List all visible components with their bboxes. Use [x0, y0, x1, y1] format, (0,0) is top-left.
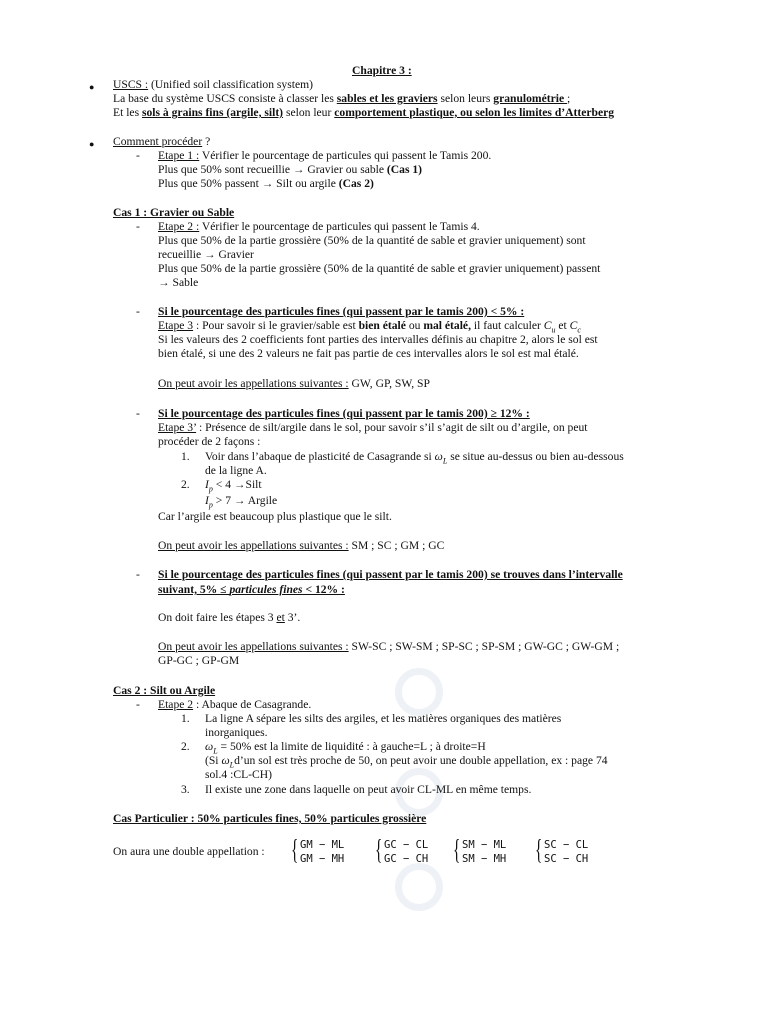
text: Comment procéder — [113, 135, 203, 148]
math-var: ω — [434, 450, 443, 463]
subcase3-title-line2 — [158, 583, 345, 597]
text-bold: bien étalé — [358, 319, 406, 332]
text-line: Il existe une zone dans laquelle on peut avoir CL-ML en même temps. — [205, 783, 532, 796]
list-number: 2. — [181, 478, 190, 491]
pair-bottom: SM − MH — [462, 853, 507, 865]
text: d’un sol est très proche de 50, on peut avoir une double appellation, ex : page 74 — [234, 754, 608, 767]
text-bold: sols à grains fins (argile, silt) — [141, 106, 284, 119]
math-sub: p — [208, 484, 213, 494]
text: Et les — [113, 106, 142, 119]
uscs-label: USCS : — [113, 78, 149, 91]
math-sub: c — [577, 325, 581, 335]
text-line: Si les valeurs des 2 coefficients font parties des intervalles définis au chapitre 2, alors le sol est — [158, 333, 598, 346]
uscs-desc: (Unified soil classification system) — [148, 78, 313, 91]
plus1-line — [158, 163, 422, 177]
math-sub: p — [208, 500, 213, 510]
dash: - — [136, 220, 140, 233]
math-var: C — [543, 319, 552, 332]
cas2-etape2 — [158, 698, 311, 712]
bullet-icon: ● — [89, 82, 95, 92]
text-bold: (Cas 1) — [386, 163, 423, 176]
cas1-title: Cas 1 : Gravier ou Sable — [113, 206, 235, 219]
text-line: Plus que 50% de la partie grossière (50% de la quantité de sable et gravier uniquement) sont — [158, 234, 586, 247]
list-number: 2. — [181, 740, 190, 753]
text: La base du système USCS consiste à classer les — [113, 92, 337, 105]
pair-top: GC − CL — [384, 839, 429, 851]
text: (Si — [205, 754, 222, 767]
brace: { — [375, 835, 383, 866]
text-line: Car l’argile est beaucoup plus plastique que le silt. — [158, 510, 392, 523]
dash: - — [136, 698, 140, 711]
text: 5% ≤ — [196, 583, 230, 596]
dash: - — [136, 568, 140, 581]
text-line: Plus que 50% de la partie grossière (50% de la quantité de sable et gravier uniquement) passent — [158, 262, 601, 275]
text: Etape 1 : — [158, 149, 200, 162]
s3-steps-line — [158, 611, 300, 625]
text: : Présence de silt/argile dans le sol, pour savoir s’il s’agit de silt ou d’argile, on peut — [196, 421, 588, 434]
math-sub: u — [551, 325, 556, 335]
text: Vérifier le pourcentage de particules qui passent le Tamis 4. — [199, 220, 480, 233]
text: et — [555, 319, 570, 332]
math-var: I — [205, 478, 209, 491]
text: 3’. — [284, 611, 301, 624]
watermark-circle — [395, 863, 443, 911]
brace: { — [291, 835, 299, 866]
text: Plus que 50% passent → Silt ou argile — [158, 177, 339, 190]
pair-top: SM − ML — [462, 839, 507, 851]
list-number: 3. — [181, 783, 190, 796]
subcase2-title: Si le pourcentage des particules fines (qui passent par le tamis 200) ≥ 12% : — [158, 407, 530, 420]
appellations-line — [158, 539, 444, 553]
text-line: → Sable — [158, 276, 199, 289]
text-bold: comportement plastique, ou selon les limites d’Atterberg — [334, 106, 615, 119]
text: Vérifier le pourcentage de particules qui passent le Tamis 200. — [199, 149, 492, 162]
pair-top: SC − CL — [544, 839, 589, 851]
subcase1-title: Si le pourcentage des particules fines (qui passent par le tamis 200) < 5% : — [158, 305, 525, 318]
text: Plus que 50% sont recueillie → Gravier ou sable — [158, 163, 387, 176]
uscs-line-2 — [113, 92, 570, 106]
pair-top: GM − ML — [300, 839, 345, 851]
plus2-line — [158, 177, 374, 191]
cas1-etape2 — [158, 220, 480, 234]
text: On doit faire les étapes 3 — [158, 611, 277, 624]
text-line: GP-GC ; GP-GM — [158, 654, 240, 667]
pair-bottom: SC − CH — [544, 853, 589, 865]
pair-bottom: GM − MH — [300, 853, 345, 865]
text: ? — [202, 135, 211, 148]
text: < 12% : — [302, 583, 345, 596]
appellations-line — [158, 377, 430, 391]
text-bold: (Cas 2) — [338, 177, 374, 190]
text: : Pour savoir si le gravier/sable est — [193, 319, 359, 332]
uscs-line-3 — [113, 106, 614, 120]
text: il faut calculer — [470, 319, 544, 332]
etape3p-line — [158, 421, 588, 435]
text-bold: granulométrie — [493, 92, 568, 105]
text-line: recueillie → Gravier — [158, 248, 254, 261]
text: Etape 3’ — [158, 421, 197, 434]
dash: - — [136, 305, 140, 318]
page-title: Chapitre 3 : — [352, 64, 412, 77]
text: SW-SC ; SW-SM ; SP-SC ; SP-SM ; GW-GC ; GW-GM ; — [348, 640, 620, 653]
text: selon leurs — [437, 92, 494, 105]
math-var: ω — [205, 740, 214, 753]
text-line: La ligne A sépare les silts des argiles, et les matières organiques des matières — [205, 712, 562, 725]
math-sub: L — [442, 456, 448, 466]
text: On peut avoir les appellations suivantes : — [158, 640, 349, 653]
text: = 50% — [217, 740, 252, 753]
watermark-circle — [395, 668, 443, 716]
text-line: de la ligne A. — [205, 464, 267, 477]
math-sub: L — [229, 760, 235, 770]
text-line: sol.4 :CL-CH) — [205, 768, 272, 781]
text: et — [276, 611, 285, 624]
appellations-line — [158, 640, 619, 654]
bullet-icon: ● — [89, 139, 95, 149]
text-bold: sables et les graviers — [336, 92, 438, 105]
text: Etape 3 — [158, 319, 194, 332]
subcase3-title: Si le pourcentage des particules fines (qui passent par le tamis 200) se trouves dans l’intervalle — [158, 568, 623, 581]
text: Etape 2 : — [158, 220, 200, 233]
particulier-title: Cas Particulier : 50% particules fines, 50% particules grossière — [113, 812, 427, 825]
math-var: C — [569, 319, 578, 332]
brace: { — [535, 835, 543, 866]
text: Etape 2 — [158, 698, 194, 711]
text: Voir dans l’abaque de plasticité de Casagrande si — [205, 450, 435, 463]
text: > 7 → Argile — [212, 494, 278, 507]
dash: - — [136, 407, 140, 420]
text: : Abaque de Casagrande. — [193, 698, 312, 711]
pair-bottom: GC − CH — [384, 853, 429, 865]
brace: { — [453, 835, 461, 866]
text: se situe au-dessus ou bien au-dessous — [447, 450, 624, 463]
math-var: ω — [221, 754, 230, 767]
numbered-item-1 — [205, 450, 624, 469]
text: ; — [567, 92, 571, 105]
list-number: 1. — [181, 712, 190, 725]
text: ou — [405, 319, 424, 332]
text: selon leur — [283, 106, 335, 119]
text-line: inorganiques. — [205, 726, 268, 739]
double-appellation-intro: On aura une double appellation : — [113, 845, 265, 858]
math-var: I — [205, 494, 209, 507]
comment-heading — [113, 135, 210, 149]
text: suivant, — [158, 583, 197, 596]
dash: - — [136, 149, 140, 162]
text: On peut avoir les appellations suivantes : — [158, 539, 349, 552]
text: GW, GP, SW, SP — [348, 377, 430, 390]
uscs-line-1 — [113, 78, 313, 92]
list-number: 1. — [181, 450, 190, 463]
math-var: particules fines — [229, 583, 303, 596]
text: SM ; SC ; GM ; GC — [348, 539, 445, 552]
text-line: procéder de 2 façons : — [158, 435, 261, 448]
math-sub: L — [213, 746, 218, 756]
text-bold: mal étalé, — [423, 319, 471, 332]
etape1-line — [158, 149, 491, 163]
text: < 4 →Silt — [212, 478, 262, 491]
cas2-title: Cas 2 : Silt ou Argile — [113, 684, 216, 697]
text: est la limite de liquidité : à gauche=L ; à droite=H — [251, 740, 486, 753]
text: On peut avoir les appellations suivantes : — [158, 377, 349, 390]
text-line: bien étalé, si une des 2 valeurs ne fait pas partie de ces intervalles alors le sol est mal étalé. — [158, 347, 579, 360]
